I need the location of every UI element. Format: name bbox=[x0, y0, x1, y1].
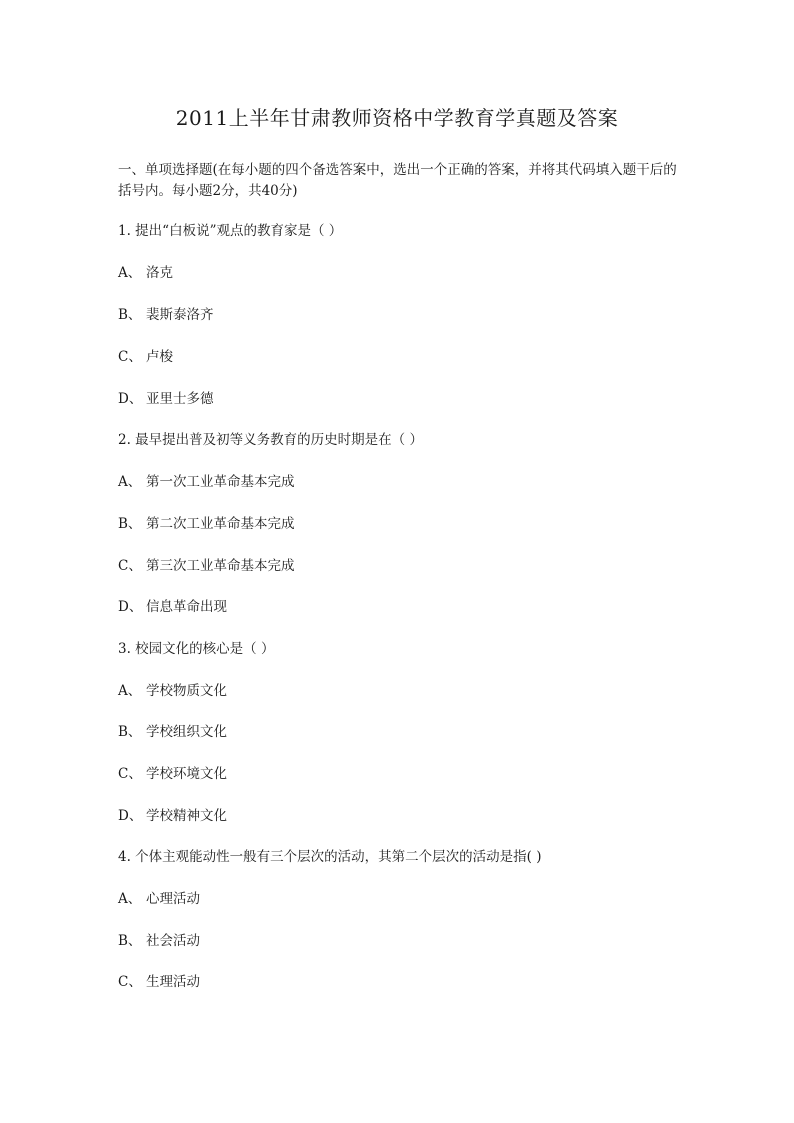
option-text: 学校环境文化 bbox=[146, 766, 227, 782]
option-letter: C、 bbox=[118, 974, 142, 990]
option-letter: C、 bbox=[118, 558, 142, 574]
question-1-stem: 1. 提出“白板说”观点的教育家是（ ） bbox=[118, 223, 343, 239]
option-text: 信息革命出现 bbox=[146, 599, 227, 615]
question-2-option-a bbox=[118, 472, 295, 492]
option-letter: B、 bbox=[118, 307, 142, 323]
question-1-option-d bbox=[118, 389, 214, 409]
option-text: 洛克 bbox=[146, 265, 173, 281]
question-4-option-b bbox=[118, 931, 200, 951]
option-letter: A、 bbox=[118, 474, 142, 490]
option-text: 心理活动 bbox=[146, 891, 200, 907]
option-text: 第一次工业革命基本完成 bbox=[146, 474, 295, 490]
question-1-option-a bbox=[118, 263, 173, 283]
option-letter: A、 bbox=[118, 265, 142, 281]
question-2-option-b bbox=[118, 514, 295, 534]
question-3-stem: 3. 校园文化的核心是（ ） bbox=[118, 641, 275, 657]
option-text: 生理活动 bbox=[146, 974, 200, 990]
question-2-option-d bbox=[118, 597, 227, 617]
option-letter: C、 bbox=[118, 349, 142, 365]
option-text: 裴斯泰洛齐 bbox=[146, 307, 214, 323]
option-letter: A、 bbox=[118, 891, 142, 907]
option-letter: B、 bbox=[118, 933, 142, 949]
question-1-option-b bbox=[118, 305, 214, 325]
option-letter: D、 bbox=[118, 808, 143, 824]
question-3-option-c bbox=[118, 764, 227, 784]
option-letter: B、 bbox=[118, 724, 142, 740]
option-text: 社会活动 bbox=[146, 933, 200, 949]
question-4-stem: 4. 个体主观能动性一般有三个层次的活动，其第二个层次的活动是指( ) bbox=[118, 849, 542, 865]
option-letter: A、 bbox=[118, 683, 142, 699]
section-intro: 一、单项选择题(在每小题的四个备选答案中，选出一个正确的答案，并将其代码填入题干后的括号内。每小题2分，共40分) bbox=[118, 162, 677, 199]
option-text: 卢梭 bbox=[146, 349, 173, 365]
question-4-option-c bbox=[118, 972, 200, 992]
option-text: 学校精神文化 bbox=[146, 808, 227, 824]
option-letter: D、 bbox=[118, 391, 143, 407]
option-letter: D、 bbox=[118, 599, 143, 615]
question-2-stem: 2. 最早提出普及初等义务教育的历史时期是在（ ） bbox=[118, 432, 423, 448]
option-letter: C、 bbox=[118, 766, 142, 782]
option-text: 学校组织文化 bbox=[146, 724, 227, 740]
question-3-option-d bbox=[118, 806, 227, 826]
question-3-option-b bbox=[118, 722, 227, 742]
option-text: 亚里士多德 bbox=[146, 391, 214, 407]
option-text: 第三次工业革命基本完成 bbox=[146, 558, 295, 574]
page-title: 2011上半年甘肃教师资格中学教育学真题及答案 bbox=[175, 106, 619, 130]
question-1-option-c bbox=[118, 347, 173, 367]
question-2-option-c bbox=[118, 556, 295, 576]
option-text: 第二次工业革命基本完成 bbox=[146, 516, 295, 532]
option-letter: B、 bbox=[118, 516, 142, 532]
option-text: 学校物质文化 bbox=[146, 683, 227, 699]
question-3-option-a bbox=[118, 681, 227, 701]
question-4-option-a bbox=[118, 889, 200, 909]
